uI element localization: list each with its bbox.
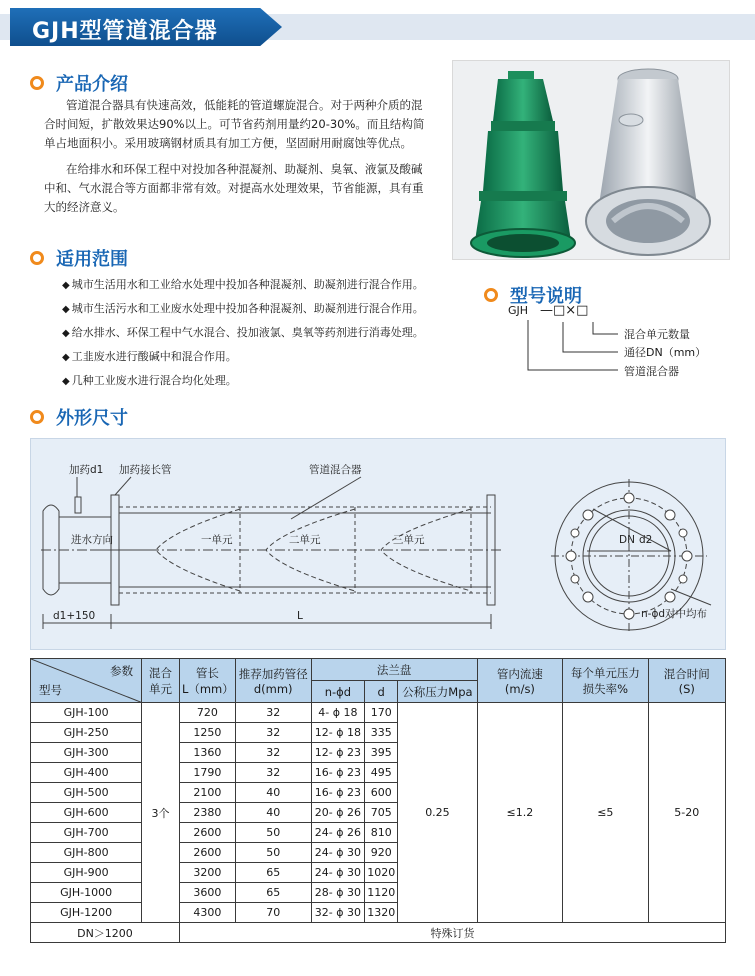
label-unit2: 二单元 — [289, 534, 321, 546]
header-length-unit: L（mm） — [181, 681, 234, 696]
table-row — [31, 923, 726, 943]
cell-bolts: 24- ϕ 30 — [311, 863, 365, 883]
header-nphid: n-ϕd — [311, 681, 365, 703]
model-label-dn: 通径DN（mm） — [624, 346, 707, 359]
cell-flange-d: 335 — [365, 723, 398, 743]
cell-model: GJH-100 — [31, 703, 142, 723]
cell-time: 5-20 — [648, 703, 725, 923]
cell-dose-dia: 65 — [235, 883, 311, 903]
cell-dose-dia: 50 — [235, 823, 311, 843]
page-title: GJH型管道混合器 — [32, 19, 218, 44]
cell-flange-d: 920 — [365, 843, 398, 863]
header-flange: 法兰盘 — [311, 659, 477, 681]
cell-flange-d: 705 — [365, 803, 398, 823]
header-param: 参数 — [110, 664, 134, 678]
cell-dose-dia: 50 — [235, 843, 311, 863]
cell-bolts: 16- ϕ 23 — [311, 783, 365, 803]
label-bolt: n-ϕd对中均布 — [641, 608, 708, 620]
list-item: ◆ 城市生活污水和工业废水处理中投加各种混凝剂、助凝剂进行混合作用。 — [62, 297, 424, 321]
cell-pressure: 0.25 — [398, 703, 477, 923]
header-loss — [563, 659, 648, 703]
cell-dose-dia: 32 — [235, 743, 311, 763]
cell-bolts: 20- ϕ 26 — [311, 803, 365, 823]
cell-flange-d: 395 — [365, 743, 398, 763]
cell-bolts: 12- ϕ 23 — [311, 743, 365, 763]
header-dose-dia — [235, 659, 311, 703]
header-flow — [477, 659, 562, 703]
cell-flange-d: 810 — [365, 823, 398, 843]
list-item: ◆ 工韭废水进行酸碱中和混合作用。 — [62, 345, 424, 369]
header-d: d — [365, 681, 398, 703]
header-loss-unit: 损失率% — [582, 681, 629, 696]
intro-line: 单占地面积小。采用玻璃钢材质具有加工方便，坚固耐用耐腐蚀等优点。 — [44, 136, 412, 150]
dims-heading — [30, 404, 128, 430]
model-label-units: 混合单元数量 — [624, 328, 690, 341]
header-dose-dia-text: 推荐加药管径 — [238, 666, 308, 681]
header-length — [179, 659, 235, 703]
cell-dose-dia: 32 — [235, 723, 311, 743]
cell-dose-dia: 32 — [235, 763, 311, 783]
table-row — [31, 703, 726, 723]
cell-note: 特殊订货 — [179, 923, 725, 943]
cell-length: 2600 — [179, 823, 235, 843]
header-length-text: 管长 — [195, 665, 219, 680]
cell-dose-dia: 65 — [235, 863, 311, 883]
cell-length: 720 — [179, 703, 235, 723]
cell-dose-dia: 70 — [235, 903, 311, 923]
cell-length: 2100 — [179, 783, 235, 803]
cell-bolts: 24- ϕ 30 — [311, 843, 365, 863]
header-model: 型号 — [39, 683, 62, 697]
label-L: L — [297, 610, 303, 622]
intro-heading — [30, 70, 128, 96]
scope-list — [62, 273, 424, 393]
cell-flange-d: 1020 — [365, 863, 398, 883]
cell-loss: ≤5 — [563, 703, 648, 923]
intro-line: 在给排水和环保工程中对投加各种混凝剂、助凝剂、臭氧、液氯及酸碱 — [66, 162, 423, 176]
ring-icon — [30, 410, 44, 424]
cell-bolts: 28- ϕ 30 — [311, 883, 365, 903]
header-banner — [0, 8, 755, 46]
param-model-header — [31, 659, 142, 703]
header-loss-text: 每个单元压力 — [570, 665, 640, 680]
ring-icon — [30, 251, 44, 265]
cell-dose-dia: 32 — [235, 703, 311, 723]
cell-model: GJH-800 — [31, 843, 142, 863]
cell-flange-d: 1120 — [365, 883, 398, 903]
intro-paragraph-2 — [44, 160, 424, 217]
cell-model: GJH-300 — [31, 743, 142, 763]
header-time-text: 混合时间 — [663, 666, 710, 681]
model-code: GJH — [508, 304, 529, 317]
cell-flange-d: 1320 — [365, 903, 398, 923]
intro-line: 中和、气水混合等方面都非常有效。对提高水处理效果，节省能源，具有重 — [44, 181, 424, 195]
cell-bolts: 16- ϕ 23 — [311, 763, 365, 783]
model-diagram — [508, 303, 728, 382]
spec-table — [30, 658, 726, 943]
cell-bolts: 32- ϕ 30 — [311, 903, 365, 923]
intro-line: 大的经济意义。 — [44, 200, 125, 214]
header-time — [648, 659, 725, 703]
cell-bolts: 24- ϕ 26 — [311, 823, 365, 843]
cell-units: 3个 — [142, 703, 180, 923]
cell-model: GJH-400 — [31, 763, 142, 783]
cell-model: GJH-700 — [31, 823, 142, 843]
cell-model: GJH-250 — [31, 723, 142, 743]
header-dose-dia-unit: d(mm) — [253, 681, 293, 696]
cell-length: 4300 — [179, 903, 235, 923]
cell-model: DN＞1200 — [31, 923, 180, 943]
intro-line: 合时间短，扩散效果达90%以上。可节省药剂用量约20-30%。而且结构简 — [44, 117, 425, 131]
cell-length: 2600 — [179, 843, 235, 863]
label-unit3: 三单元 — [393, 534, 425, 546]
label-DN: DN — [619, 534, 635, 546]
cell-length: 3200 — [179, 863, 235, 883]
cell-model: GJH-1200 — [31, 903, 142, 923]
cell-length: 1790 — [179, 763, 235, 783]
label-mixer: 管道混合器 — [309, 464, 362, 476]
header-units-text: 混合单元 — [149, 665, 173, 696]
ring-icon — [484, 288, 498, 302]
header-flow-text: 管内流速 — [496, 666, 543, 681]
scope-heading-text: 适用范围 — [56, 249, 128, 270]
cell-length: 1250 — [179, 723, 235, 743]
header-flow-unit: (m/s) — [504, 681, 535, 696]
header-time-unit: (S) — [678, 681, 695, 696]
cell-bolts: 4- ϕ 18 — [311, 703, 365, 723]
cell-bolts: 12- ϕ 18 — [311, 723, 365, 743]
cell-model: GJH-900 — [31, 863, 142, 883]
list-item: ◆ 给水排水、环保工程中气水混合、投加液氯、臭氧等药剂进行消毒处理。 — [62, 321, 424, 345]
cell-model: GJH-500 — [31, 783, 142, 803]
list-item: ◆ 城市生活用水和工业给水处理中投加各种混凝剂、助凝剂进行混合作用。 — [62, 273, 424, 297]
header-pressure: 公称压力Mpa — [398, 681, 477, 703]
dimension-drawing — [30, 438, 726, 650]
model-label-mixer: 管道混合器 — [624, 365, 679, 378]
header-units — [142, 659, 180, 703]
intro-line: 管道混合器具有快速高效，低能耗的管道螺旋混合。对于两种介质的混 — [66, 98, 423, 112]
label-unit1: 一单元 — [201, 534, 233, 546]
model-heading-text: 型号说明 — [510, 286, 582, 307]
cell-length: 1360 — [179, 743, 235, 763]
cell-model: GJH-600 — [31, 803, 142, 823]
cell-flange-d: 170 — [365, 703, 398, 723]
cell-dose-dia: 40 — [235, 803, 311, 823]
cell-flow: ≤1.2 — [477, 703, 562, 923]
label-dose-pipe: 加药接长管 — [119, 464, 172, 476]
cell-length: 2380 — [179, 803, 235, 823]
cell-length: 3600 — [179, 883, 235, 903]
list-item: ◆ 几种工业废水进行混合均化处理。 — [62, 369, 424, 393]
label-d2: d2 — [639, 534, 653, 546]
label-dose-d1: 加药d1 — [69, 464, 104, 476]
ring-icon — [30, 76, 44, 90]
cell-flange-d: 495 — [365, 763, 398, 783]
intro-heading-text: 产品介绍 — [56, 74, 128, 95]
cell-dose-dia: 40 — [235, 783, 311, 803]
intro-paragraph-1 — [44, 96, 424, 153]
model-pattern: —□×□ — [540, 303, 589, 318]
cell-flange-d: 600 — [365, 783, 398, 803]
scope-heading — [30, 245, 128, 271]
cell-model: GJH-1000 — [31, 883, 142, 903]
dims-heading-text: 外形尺寸 — [56, 408, 128, 429]
label-inlet: 进水方向 — [71, 534, 113, 546]
product-photo — [452, 60, 730, 260]
label-d1-150: d1+150 — [53, 610, 96, 622]
